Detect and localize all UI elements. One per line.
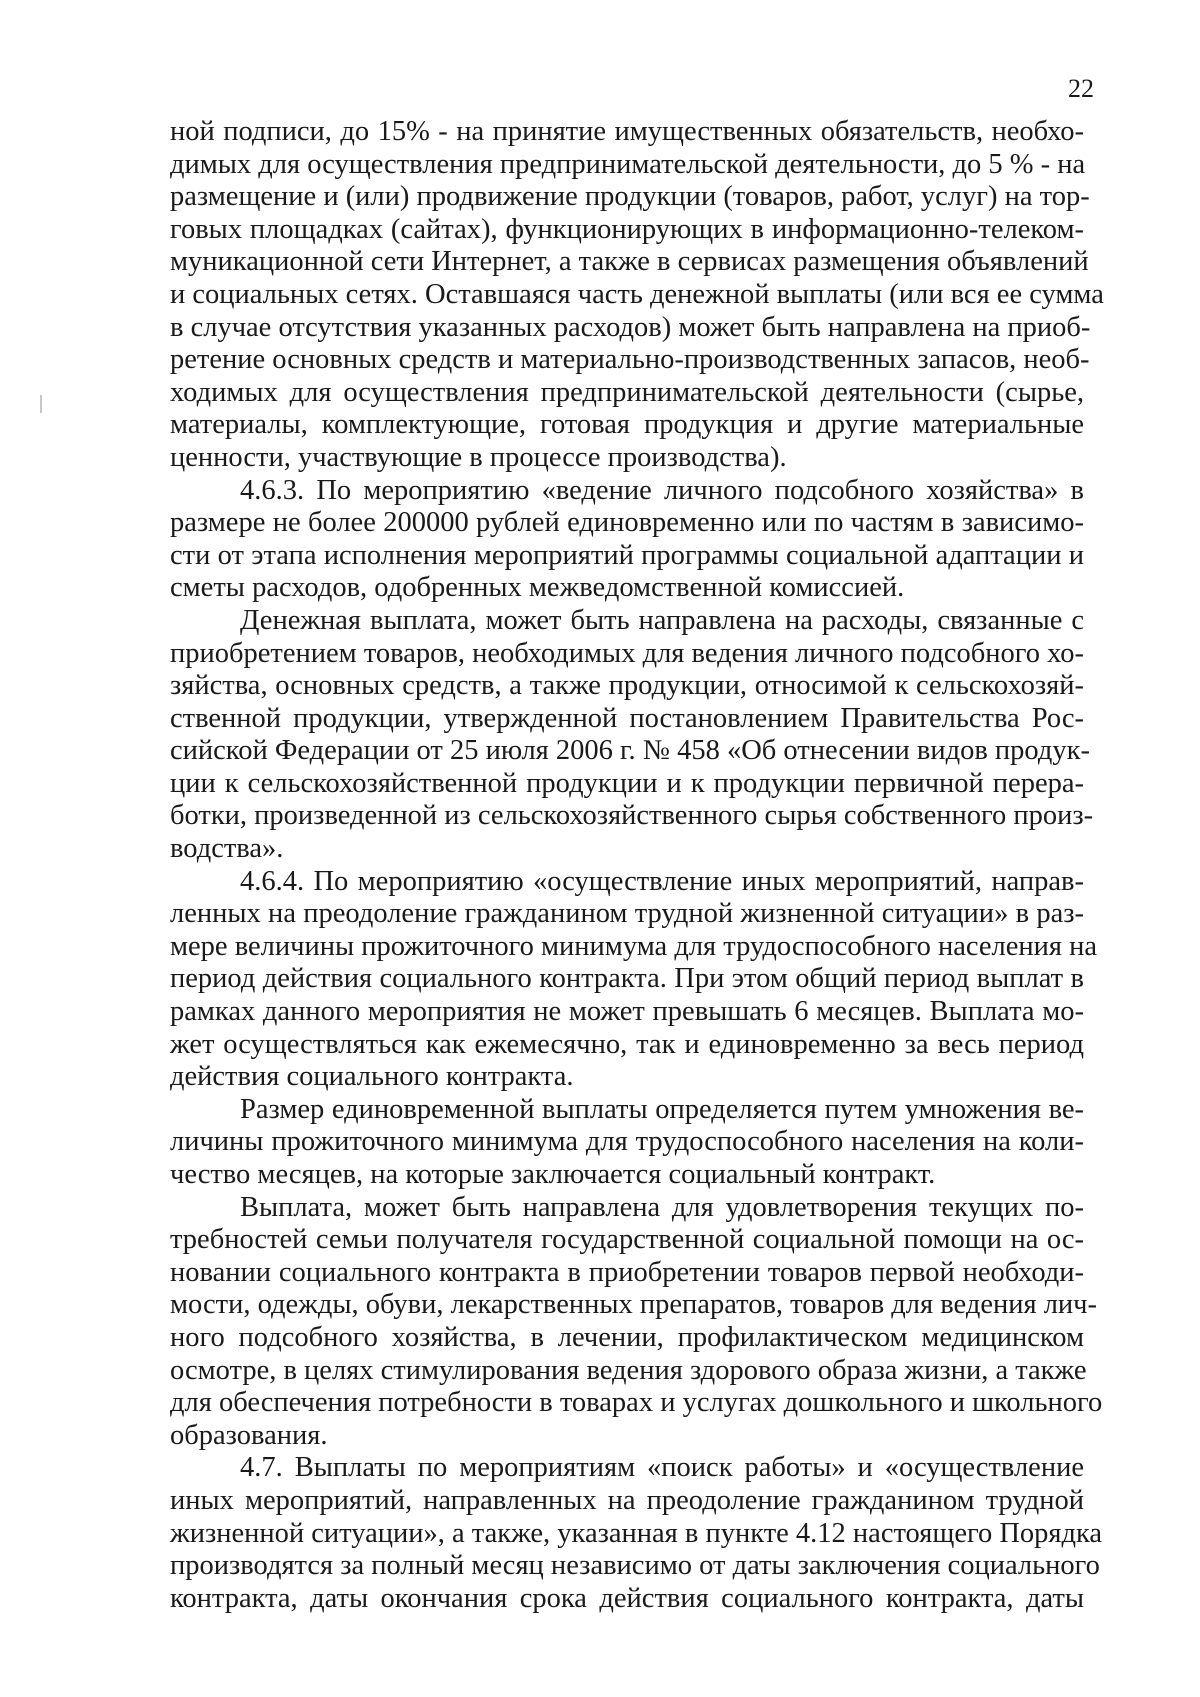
text-line: иных мероприятий, направленных на преодоление гражданином трудной [170,1484,1084,1516]
paragraph [170,1191,1103,1453]
paragraph [170,475,1084,605]
text-line: ного подсобного хозяйства, в лечении, профилактическом медицинском [170,1321,1084,1353]
text-line: сметы расходов, одобренных межведомственной комиссией. [170,572,905,604]
text-line: ходимых для осуществления предпринимательской деятельности (сырье, [170,376,1084,408]
text-line: осмотре, в целях стимулирования ведения здорового образа жизни, а также [170,1354,1087,1386]
text-line: водства». [170,833,284,865]
text-line: материалы, комплектующие, готовая продукция и другие материальные [170,409,1084,441]
text-line: мере величины прожиточного минимума для трудоспособного населения на [170,930,1098,962]
text-line: новании социального контракта в приобретении товаров первой необходи- [170,1256,1084,1288]
text-line: чество месяцев, на которые заключается социальный контракт. [170,1159,936,1190]
text-line: требностей семьи получателя государственной социальной помощи на ос- [170,1224,1084,1256]
text-line: для обеспечения потребности в товарах и услугах дошкольного и школьного [170,1387,1103,1419]
text-line: образования. [170,1419,328,1451]
paragraph [170,116,1104,475]
text-line: сийской Федерации от 25 июля 2006 г. № 458 «Об отнесении видов продук- [170,735,1090,767]
text-line: муникационной сети Интернет, а также в сервисах размещения объявлений [170,246,1089,278]
paragraph [170,1452,1103,1615]
text-line: жизненной ситуации», а также, указанная в пункте 4.12 настоящего Порядка [170,1517,1103,1549]
text-line: период действия социального контракта. При этом общий период выплат в [170,963,1084,995]
text-line: мости, одежды, обуви, лекарственных препаратов, товаров для ведения лич- [170,1289,1098,1321]
text-line: ции к сельскохозяйственной продукции и к продукции первичной перера- [170,767,1084,799]
document-body [170,116,1104,1615]
text-line: димых для осуществления предпринимательской деятельности, до 5 % - на [170,148,1086,180]
text-line: ретение основных средств и материально-производственных запасов, необ- [170,344,1090,376]
text-line: действия социального контракта. [170,1061,574,1093]
text-line: говых площадках (сайтах), функционирующих в информационно-телеком- [170,213,1084,245]
text-line: 4.7. Выплаты по мероприятиям «поиск работы» и «осуществление [240,1452,1084,1484]
text-line: ценности, участвующие в процессе производства). [170,441,787,473]
text-line: размещение и (или) продвижение продукции (товаров, работ, услуг) на тор- [170,181,1090,213]
paragraph [170,1094,1084,1192]
scan-margin-mark [40,395,42,413]
text-line: производятся за полный месяц независимо от даты заключения социального [170,1550,1100,1582]
text-line: сти от этапа исполнения мероприятий программы социальной адаптации и [170,539,1084,571]
text-line: контракта, даты окончания срока действия социального контракта, даты [170,1582,1084,1614]
paragraph [170,604,1094,866]
text-line: и социальных сетях. Оставшаяся часть денежной выплаты (или вся ее сумма [170,278,1104,310]
text-line: приобретением товаров, необходимых для ведения личного подсобного хо- [170,637,1084,669]
text-line: ленных на преодоление гражданином трудной жизненной ситуации» в раз- [170,898,1084,930]
text-line: ботки, произведенной из сельскохозяйственного сырья собственного произ- [170,800,1094,832]
text-line: ственной продукции, утвержденной постановлением Правительства Рос- [170,702,1084,734]
text-line: Выплата, может быть направлена для удовлетворения текущих по- [240,1191,1084,1223]
paragraph [170,865,1098,1094]
text-line: Размер единовременной выплаты определяется путем умножения ве- [240,1093,1084,1125]
text-line: 4.6.3. По мероприятию «ведение личного подсобного хозяйства» в [240,474,1084,506]
text-line: в случае отсутствия указанных расходов) может быть направлена на приоб- [170,311,1091,343]
text-line: рамках данного мероприятия не может превышать 6 месяцев. Выплата мо- [170,996,1084,1028]
text-line: размере не более 200000 рублей единовременно или по частям в зависимо- [170,507,1084,539]
page-number: 22 [1068,74,1094,103]
text-line: Денежная выплата, может быть направлена на расходы, связанные с [240,604,1084,636]
text-line: 4.6.4. По мероприятию «осуществление иных мероприятий, направ- [240,865,1084,897]
text-line: ной подписи, до 15% - на принятие имущественных обязательств, необхо- [170,116,1084,147]
text-line: личины прожиточного минимума для трудоспособного населения на коли- [170,1126,1084,1158]
text-line: жет осуществляться как ежемесячно, так и единовременно за весь период [170,1028,1084,1060]
text-line: зяйства, основных средств, а также продукции, относимой к сельскохозяй- [170,670,1084,702]
